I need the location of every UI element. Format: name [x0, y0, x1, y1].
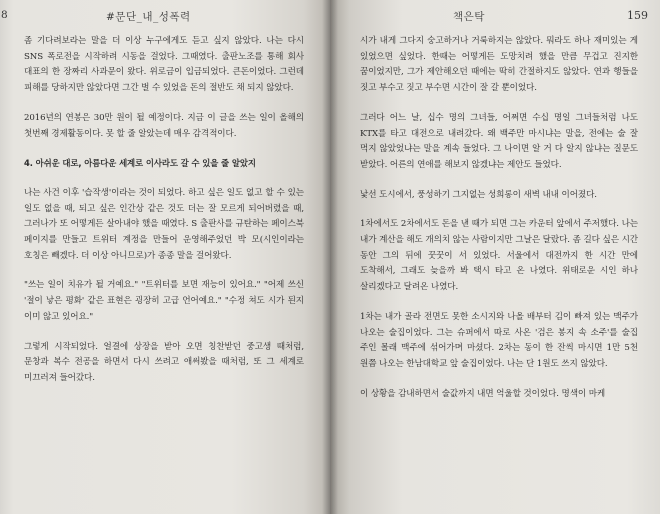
- paragraph: 2016년의 연봉은 30만 원이 될 예정이다. 지금 이 글을 쓰는 일이 올해의 첫번째 경제활동이다. 못 할 줄 알았는데 매우 감격적이다.: [24, 112, 304, 139]
- paragraph: 좀 기다려보라는 말을 더 이상 누구에게도 듣고 싶지 않았다. 나는 다시 SNS 폭로전을 시작하려 시동을 걸었다. 그때였다. 출판노조를 통해 회사 대표의 한 장짜리 사과문이 왔다. 위로금이 입금되었다. 큰돈이었다. 그런데 피해를 당하지만 않았다면 그간 벌 수 있었을 돈의 절반도 채 되지 않았다.: [24, 36, 304, 94]
- paragraph: 1차에서도 2차에서도 돈을 낸 때가 되면 그는 카운터 앞에서 주저했다. 나는 내가 계산을 해도 개의치 않는 사람이지만 그날은 달랐다. 좀 길다 싶은 시간 동안 그의 뒤에 꿋꿋이 서 있었다. 서울에서 대전까지 한 시간 만에 도착해서, 그래도 늦을까 봐 택시 타고 온 나였다. 위태로운 시인 하나 살리겠다고 달려온 나였다.: [360, 219, 638, 293]
- left-page-body: [24, 34, 304, 401]
- paragraph: 그렇게 시작되었다. 얼결에 상장을 받아 오면 칭찬받던 중고생 때처럼, 문창과 복수 전공을 하면서 다시 쓰려고 애써봤을 때처럼, 또 그 세계로 미끄러져 들어갔다.: [24, 341, 304, 383]
- book-gutter-shadow: [322, 0, 338, 514]
- paragraph: 나는 사건 이후 '습작생'이라는 것이 되었다. 하고 싶은 일도 없고 할 수 있는 일도 없을 때, 되고 싶은 인간상 같은 것도 더는 잘 모르게 되어버렸을 때, 그러나가 또 어떻게든 살아내야 했을 때였다. S 출판사를 규탄하는 페이스북 페이지를 만들고 트위터 계정을 만들어 운영해주었던 박 모(시인이라는 호칭은 빼겠다. 더 이상 아니므로)가 종종 말을 걸어왔다.: [24, 187, 304, 261]
- right-page-number: 159: [627, 9, 648, 22]
- right-page-body: [360, 34, 638, 416]
- paragraph: 1차는 내가 골라 전면도 못한 소시지와 나올 배부터 김이 빠져 있는 맥주가 나오는 술집이었다. 그는 슈퍼에서 따로 사온 '검은 봉지 속 소주'를 술집 주인 몰래 맥주에 섞어가며 마셨다. 2차는 동이 한 잔씩 마시면 1만 5천 원쯤 나오는 한남대학교 앞 술집이었다. 나는 단 1원도 쓰지 않았다.: [360, 311, 638, 369]
- paragraph: 그러다 어느 날, 십수 명의 그녀들, 어쩌면 수십 명일 그녀들처럼 나도 KTX를 타고 대전으로 내려갔다. 왜 백주만 마시냐는 말을, 전에는 술 잘 먹지 않았었냐는 말을 계속 들었다. 그 나이면 알 거 다 알지 않냐는 질문도 받았다. 어른의 연애를 해보지 않겠냐는 제안도 들었다.: [360, 112, 638, 170]
- right-running-head: 책은탁: [453, 11, 485, 23]
- paragraph: 시가 내게 그다지 숭고하거나 거룩하지는 않았다. 뭐라도 하나 재미있는 게 있었으면 싶었다. 한때는 어떻게든 도망치려 했을 만큼 무겁고 진지한 꿈이었지만, 그가 제안해오던 때에는 딱히 간절하지도 않았다. 연과 행들을 짓고 부수고 짓고 부수면 시간이 잘 갈 뿐이었다.: [360, 36, 638, 94]
- section-heading: 4. 아쉬운 대로, 아름다운 세계로 이사라도 갈 수 있을 줄 알았지: [24, 158, 256, 169]
- left-page-number: 8: [1, 9, 8, 21]
- paragraph: 이 상황을 감내하면서 술값까지 내면 억울할 것이었다. 명색이 마케: [360, 388, 606, 399]
- paragraph: 낯선 도시에서, 풍성하기 그지없는 성희롱이 새벽 내내 이어졌다.: [360, 189, 597, 200]
- paragraph: "쓰는 일이 치유가 될 거예요." "트위터를 보면 재능이 있어요." "어제 쓰신 '절이 낳은 평화' 같은 표현은 굉장히 고급 언어예요." "수정 쳐도 시가 된지 이미 않고 있어요.": [24, 280, 304, 322]
- right-page: [330, 0, 660, 514]
- left-running-head: #문단_내_성폭력: [106, 11, 191, 23]
